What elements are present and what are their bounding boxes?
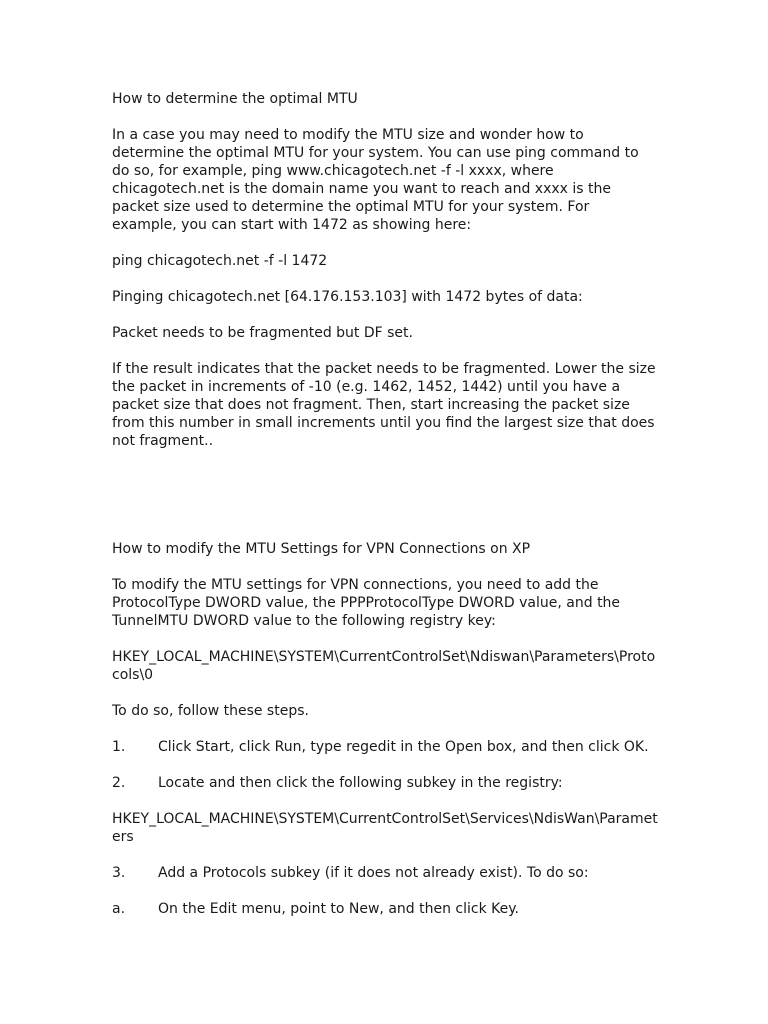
step-text: On the Edit menu, point to New, and then click Key.	[158, 901, 519, 917]
paragraph-intro-vpn: To modify the MTU settings for VPN connections, you need to add the ProtocolType DWORD value, the PPPProtocolType DWORD value, and the TunnelMTU DWORD value to the following registry key:	[112, 577, 621, 629]
section-gap	[112, 468, 658, 540]
steps-intro: To do so, follow these steps.	[112, 703, 309, 719]
step-number: a.	[112, 901, 126, 917]
step-item-3	[112, 864, 658, 882]
ping-result-line: Packet needs to be fragmented but DF set.	[112, 325, 413, 341]
ping-command: ping chicagotech.net -f -l 1472	[112, 253, 328, 269]
step-text: Click Start, click Run, type regedit in the Open box, and then click OK.	[158, 739, 649, 755]
document-body	[112, 90, 658, 936]
step-text: Locate and then click the following subkey in the registry:	[158, 775, 563, 791]
step-item-1	[112, 738, 658, 756]
step-text: Add a Protocols subkey (if it does not already exist). To do so:	[158, 865, 589, 881]
section-title-vpn-mtu: How to modify the MTU Settings for VPN Connections on XP	[112, 541, 531, 557]
paragraph-fragment-advice: If the result indicates that the packet needs to be fragmented. Lower the size the packet in increments of -10 (e.g. 1462, 1452, 1442) until you have a packet size that does not fragment. Then, start increasing the packet size from this number in small increments until you find the largest size that does not fragment..	[112, 361, 656, 449]
step-item-a	[112, 900, 658, 918]
step-number: 1.	[112, 739, 126, 755]
section-title-optimal-mtu: How to determine the optimal MTU	[112, 91, 358, 107]
step-item-2	[112, 774, 658, 792]
step-number: 3.	[112, 865, 126, 881]
paragraph-intro-mtu: In a case you may need to modify the MTU size and wonder how to determine the optimal MTU for your system. You can use ping command to do so, for example, ping www.chicagotech.net -f -l xxxx, where chicagotech.net is the domain name you want to reach and xxxx is the packet size used to determine the optimal MTU for your system. For example, you can start with 1472 as showing here:	[112, 127, 639, 233]
registry-key-protocols: HKEY_LOCAL_MACHINE\SYSTEM\CurrentControlSet\Ndiswan\Parameters\Protocols\0	[112, 649, 656, 683]
ping-output-line: Pinging chicagotech.net [64.176.153.103] with 1472 bytes of data:	[112, 289, 583, 305]
registry-key-ndiswan: HKEY_LOCAL_MACHINE\SYSTEM\CurrentControlSet\Services\NdisWan\Parameters	[112, 811, 658, 845]
step-number: 2.	[112, 775, 126, 791]
